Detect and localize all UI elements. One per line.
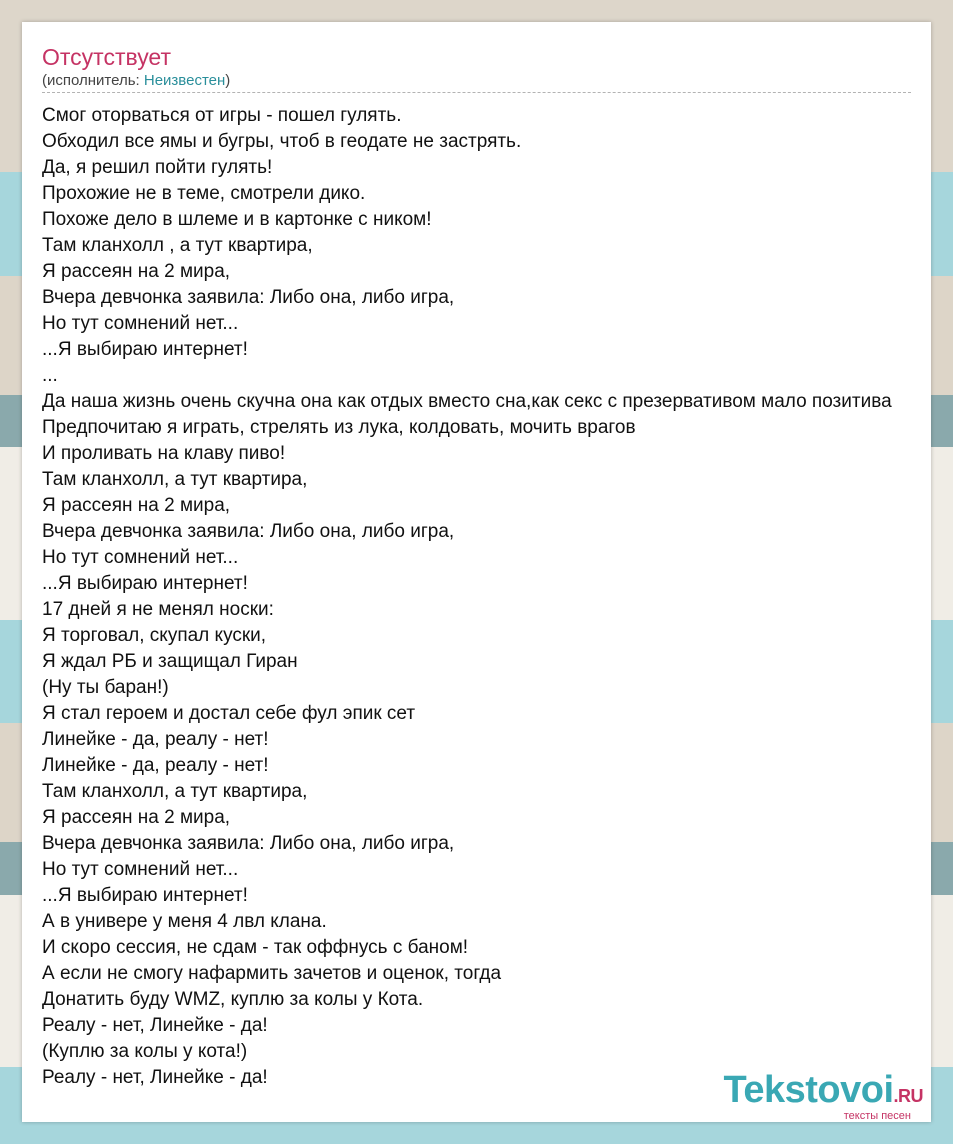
lyric-line: И скоро сессия, не сдам - так оффнусь с баном! bbox=[42, 937, 469, 958]
lyric-line: Обходил все ямы и бугры, чтоб в геодате не застрять. bbox=[42, 131, 522, 152]
lyric-line: Линейке - да, реалу - нет! bbox=[42, 729, 269, 750]
lyric-line: Вчера девчонка заявила: Либо она, либо игра, bbox=[42, 833, 455, 854]
lyric-line: Да наша жизнь очень скучна она как отдых вместо сна,как секс с презервативом мало позитива bbox=[42, 391, 892, 412]
artist-line bbox=[42, 72, 230, 89]
lyric-line: ...Я выбираю интернет! bbox=[42, 339, 248, 360]
lyric-line: Смог оторваться от игры - пошел гулять. bbox=[42, 105, 402, 126]
lyric-line: Предпочитаю я играть, стрелять из лука, колдовать, мочить врагов bbox=[42, 417, 636, 438]
title-divider bbox=[42, 92, 911, 93]
lyric-line: Я рассеян на 2 мира, bbox=[42, 807, 231, 828]
lyric-line: Я ждал РБ и защищал Гиран bbox=[42, 651, 298, 672]
lyric-line: Там кланхолл, а тут квартира, bbox=[42, 781, 308, 802]
artist-suffix: ) bbox=[225, 72, 231, 89]
lyric-line: ... bbox=[42, 365, 58, 386]
lyric-line: Я рассеян на 2 мира, bbox=[42, 495, 231, 516]
artist-link[interactable]: Неизвестен bbox=[143, 72, 226, 89]
lyric-line: Да, я решил пойти гулять! bbox=[42, 157, 273, 178]
logo-domain: .RU bbox=[893, 1086, 923, 1106]
lyric-line: Вчера девчонка заявила: Либо она, либо игра, bbox=[42, 521, 455, 542]
lyric-line: Там кланхолл , а тут квартира, bbox=[42, 235, 313, 256]
lyric-line: Реалу - нет, Линейке - да! bbox=[42, 1067, 268, 1088]
lyric-line: Но тут сомнений нет... bbox=[42, 313, 239, 334]
lyric-line: (Куплю за колы у кота!) bbox=[42, 1041, 248, 1062]
lyric-line: Я стал героем и достал себе фул эпик сет bbox=[42, 703, 416, 724]
lyric-line: Вчера девчонка заявила: Либо она, либо игра, bbox=[42, 287, 455, 308]
lyrics-body bbox=[42, 103, 931, 1091]
lyric-line: Я торговал, скупал куски, bbox=[42, 625, 267, 646]
lyric-line: Но тут сомнений нет... bbox=[42, 859, 239, 880]
lyric-line: А если не смогу нафармить зачетов и оценок, тогда bbox=[42, 963, 502, 984]
lyric-line: Линейке - да, реалу - нет! bbox=[42, 755, 269, 776]
lyric-line: 17 дней я не менял носки: bbox=[42, 599, 274, 620]
lyric-line: А в универе у меня 4 лвл клана. bbox=[42, 911, 327, 932]
lyric-line: Там кланхолл, а тут квартира, bbox=[42, 469, 308, 490]
site-logo[interactable] bbox=[723, 1070, 923, 1122]
artist-prefix: (исполнитель: bbox=[42, 72, 144, 89]
lyric-line: ...Я выбираю интернет! bbox=[42, 885, 248, 906]
lyric-line: Реалу - нет, Линейке - да! bbox=[42, 1015, 268, 1036]
lyric-line: (Ну ты баран!) bbox=[42, 677, 169, 698]
lyric-line: Я рассеян на 2 мира, bbox=[42, 261, 231, 282]
logo-name: Tekstovoi bbox=[723, 1069, 894, 1111]
lyric-line: Похоже дело в шлеме и в картонке с ником! bbox=[42, 209, 432, 230]
lyric-line: ...Я выбираю интернет! bbox=[42, 573, 248, 594]
logo-tagline: тексты песен bbox=[843, 1110, 911, 1122]
lyrics-card bbox=[22, 22, 931, 1122]
lyric-line: И проливать на клаву пиво! bbox=[42, 443, 286, 464]
song-title: Отсутствует bbox=[42, 44, 171, 70]
lyric-line: Донатить буду WMZ, куплю за колы у Кота. bbox=[42, 989, 424, 1010]
lyric-line: Прохожие не в теме, смотрели дико. bbox=[42, 183, 366, 204]
lyric-line: Но тут сомнений нет... bbox=[42, 547, 239, 568]
